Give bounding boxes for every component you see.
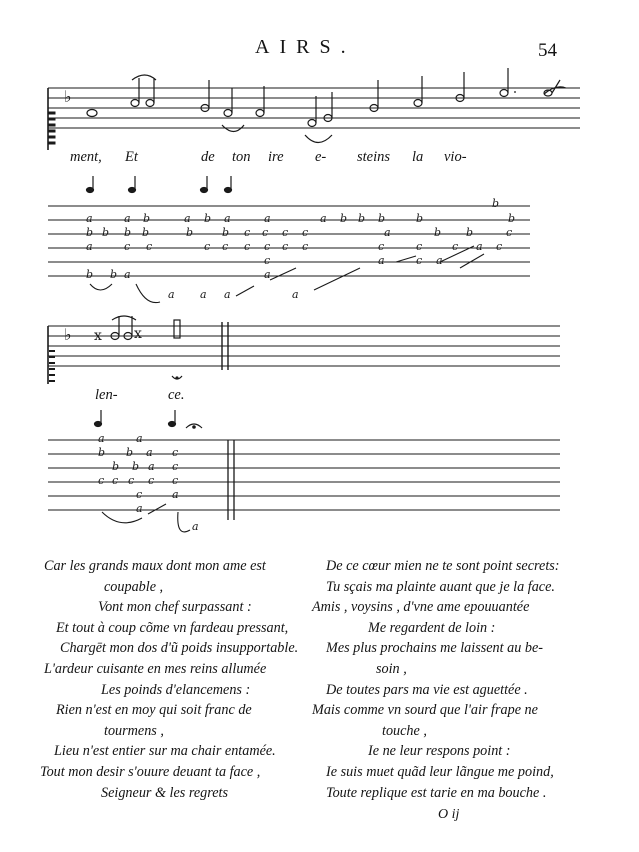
svg-text:c: c <box>112 474 119 487</box>
voice-staff-2 <box>48 322 560 384</box>
verse-line: Les poinds d'elancemens : <box>101 681 251 698</box>
rhythm-signs-1 <box>87 176 232 193</box>
rhythm-signs-2 <box>95 410 203 428</box>
svg-text:a: a <box>98 432 105 445</box>
svg-text:c: c <box>282 240 289 253</box>
svg-text:c: c <box>262 226 269 239</box>
voice-staff-1 <box>48 88 580 150</box>
svg-text:c: c <box>416 240 423 253</box>
svg-text:a: a <box>224 288 231 301</box>
verse-line: L'ardeur cuisante en mes reins allumée <box>44 660 267 677</box>
svg-text:b: b <box>142 226 150 239</box>
lyric-syllable: steins <box>357 149 391 165</box>
svg-text:c: c <box>244 226 251 239</box>
svg-text:a: a <box>86 212 93 225</box>
svg-text:a: a <box>86 240 93 253</box>
page-number: 54 <box>538 40 557 61</box>
svg-text:b: b <box>98 446 106 459</box>
lyric-syllable: Et <box>125 149 138 165</box>
svg-text:b: b <box>110 268 118 281</box>
svg-text:b: b <box>126 446 134 459</box>
svg-text:a: a <box>264 212 271 225</box>
svg-text:b: b <box>434 226 442 239</box>
svg-text:a: a <box>184 212 191 225</box>
tab-slurs-1 <box>90 246 484 303</box>
svg-text:b: b <box>112 460 120 473</box>
svg-text:b: b <box>204 212 212 225</box>
verse-line: Mais comme vn sourd que l'air frape ne <box>312 702 538 719</box>
svg-text:b: b <box>378 212 386 225</box>
svg-text:a: a <box>292 288 299 301</box>
lyric-syllable: len- <box>95 387 118 403</box>
svg-text:b: b <box>86 226 94 239</box>
svg-text:b: b <box>492 197 500 210</box>
svg-text:b: b <box>186 226 194 239</box>
verse-line: Ie suis muet quãd leur lãngue me poind, <box>326 763 554 780</box>
svg-text:a: a <box>124 268 131 281</box>
svg-text:b: b <box>222 226 230 239</box>
svg-text:c: c <box>496 240 503 253</box>
verse-line: Vont mon chef surpassant : <box>98 599 252 616</box>
svg-text:c: c <box>124 240 131 253</box>
verse-line: Et tout à coup cõme vn fardeau pressant, <box>56 619 289 636</box>
lyric-syllable: ment, <box>70 149 102 165</box>
svg-text:x: x <box>134 326 142 342</box>
verse-line: Seigneur & les regrets <box>101 784 229 801</box>
lyric-syllable: vio- <box>444 149 467 165</box>
svg-text:c: c <box>146 240 153 253</box>
svg-text:a: a <box>136 432 143 445</box>
svg-text:a: a <box>200 288 207 301</box>
signature-mark: O ij <box>438 807 460 822</box>
verse-line: soin , <box>376 660 407 677</box>
svg-text:a: a <box>192 520 199 533</box>
svg-text:c: c <box>244 240 251 253</box>
svg-text:c: c <box>282 226 289 239</box>
running-title: AIRS. <box>255 36 356 58</box>
svg-text:c: c <box>416 254 423 267</box>
svg-text:c: c <box>302 240 309 253</box>
svg-text:c: c <box>222 240 229 253</box>
svg-text:c: c <box>98 474 105 487</box>
svg-text:c: c <box>452 240 459 253</box>
svg-text:a: a <box>146 446 153 459</box>
svg-text:♭: ♭ <box>64 87 72 106</box>
clef-2 <box>49 325 72 382</box>
svg-text:b: b <box>102 226 110 239</box>
svg-text:b: b <box>416 212 424 225</box>
lyric-syllable: e- <box>315 149 327 165</box>
svg-text:b: b <box>132 460 140 473</box>
svg-text:a: a <box>172 488 179 501</box>
svg-text:a: a <box>320 212 327 225</box>
verse-right-column <box>312 556 560 803</box>
svg-text:b: b <box>124 226 132 239</box>
lute-tablature-2 <box>48 440 560 520</box>
verse-line: coupable , <box>104 578 164 595</box>
svg-text:c: c <box>506 226 513 239</box>
verse-line: Mes plus prochains me laissent au be- <box>326 640 543 657</box>
verse-line: Ie ne leur respons point : <box>368 743 511 760</box>
svg-text:a: a <box>148 460 155 473</box>
svg-text:b: b <box>143 212 151 225</box>
svg-text:a: a <box>224 212 231 225</box>
svg-text:a: a <box>168 288 175 301</box>
tab-letters-1 <box>86 197 515 301</box>
svg-text:b: b <box>358 212 366 225</box>
svg-text:c: c <box>264 254 271 267</box>
verse-left-column <box>40 556 299 803</box>
svg-text:c: c <box>378 240 385 253</box>
verse-line: touche , <box>382 722 427 739</box>
svg-text:c: c <box>136 488 143 501</box>
verse-line: De ce cœur mien ne te sont point secrets: <box>326 558 560 574</box>
svg-text:a: a <box>476 240 483 253</box>
svg-text:a: a <box>124 212 131 225</box>
svg-text:a: a <box>378 254 385 267</box>
svg-text:♭: ♭ <box>64 325 72 344</box>
svg-text:c: c <box>302 226 309 239</box>
tab-slurs-2 <box>102 504 190 532</box>
svg-text:b: b <box>466 226 474 239</box>
verse-line: Toute replique est tarie en ma bouche . <box>326 784 547 801</box>
verse-line: Amis , voysins , d'vne ame epouuantée <box>312 599 530 616</box>
svg-text:c: c <box>264 240 271 253</box>
svg-text:b: b <box>508 212 516 225</box>
verse-line: Car les grands maux dont mon ame est <box>44 558 266 574</box>
svg-text:a: a <box>384 226 391 239</box>
verse-line: De toutes pars ma vie est aguettée . <box>326 681 528 698</box>
svg-text:a: a <box>136 502 143 515</box>
svg-text:c: c <box>128 474 135 487</box>
svg-text:x: x <box>94 328 102 344</box>
lyric-syllable: de <box>201 149 215 165</box>
verse-line: Lieu n'est entier sur ma chair entamée. <box>54 743 276 760</box>
verse-line: Me regardent de loin : <box>368 619 496 636</box>
svg-text:b: b <box>340 212 348 225</box>
svg-text:c: c <box>172 460 179 473</box>
verse-line: Tu sçais ma plainte auant que je la face. <box>326 578 555 595</box>
lyric-syllable: la <box>412 149 424 165</box>
notes-system-1 <box>87 68 566 143</box>
lyric-syllable: ce. <box>168 387 185 403</box>
svg-text:a: a <box>264 268 271 281</box>
verse-line: Tout mon desir s'ouure deuant ta face , <box>40 763 261 780</box>
svg-text:b: b <box>86 268 94 281</box>
verse-line: Rien n'est en moy qui soit franc de <box>56 702 252 719</box>
lyric-syllable: ton <box>232 149 251 165</box>
svg-text:c: c <box>148 474 155 487</box>
clef-1 <box>49 87 72 144</box>
svg-text:c: c <box>172 474 179 487</box>
svg-text:a: a <box>436 254 443 267</box>
lyric-syllable: ire <box>268 149 284 165</box>
verse-line: tourmens , <box>104 722 164 739</box>
svg-text:c: c <box>204 240 211 253</box>
svg-text:c: c <box>172 446 179 459</box>
verse-line: Chargēt mon dos d'ũ poids insupportable. <box>60 640 299 657</box>
